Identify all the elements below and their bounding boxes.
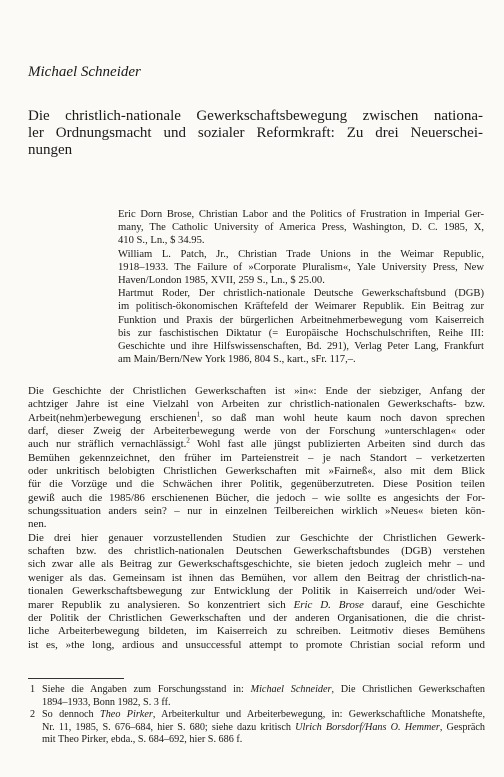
footnote-author: Ulrich Borsdorf/Hans O. Hemmer bbox=[295, 721, 440, 733]
body-text-run: Wohl fast alle jüngst publizierten Arbeiten sind durch das bbox=[189, 438, 485, 451]
book-line: Eric Dorn Brose, Christian Labor and the Politics of Frustration in Imperial Ger- bbox=[118, 209, 484, 220]
book-line: 410 S., Ln., $ 34.95. bbox=[118, 235, 205, 247]
book-line: Hartmut Roder, Der christlich-nationale Deutsche Gewerkschaftsbund (DGB) bbox=[118, 288, 484, 300]
footnote-number: 1 bbox=[30, 684, 36, 695]
author-name: Michael Schneider bbox=[28, 64, 141, 80]
book-line: Haven/London 1985, XVII, 259 S., Ln., $ 25.00. bbox=[118, 275, 325, 287]
footnote-2 bbox=[28, 709, 485, 747]
body-line: für die Vorzüge und die Schwächen ihrer Politik, gegenüberzutreten. Diese Position teilen bbox=[28, 478, 485, 491]
book-line: im politisch-ökonomischen Kräftefeld der Weimarer Republik. Ein Beitrag zur bbox=[118, 301, 484, 313]
footnotes bbox=[28, 684, 485, 747]
body-line: darf, dieser Zweig der Arbeiterbewegung werde von der Forschung »unterschlagen« oder bbox=[28, 425, 485, 438]
body-text bbox=[28, 385, 485, 652]
body-line: gewiß auch die 1985/86 erschienenen Bücher, die jedoch – wie sollte es angesichts der For- bbox=[28, 491, 485, 504]
body-text-run: marer Republik zu analysieren. So konzentriert sich bbox=[28, 598, 286, 611]
book-line: am Main/Bern/New York 1986, 804 S., kart., sFr. 117,–. bbox=[118, 354, 356, 366]
body-line: weniger als das. Gemeinsam ist ihnen das Bemühen, vor allem den Beitrag der christlich-na- bbox=[28, 571, 485, 584]
footnote-line: mit Theo Pirker, ebda., S. 684–692, hier S. 686 f. bbox=[42, 734, 243, 746]
footnote-text-run: Nr. 11, 1985, S. 676–684, hier S. 680; siehe dazu kritisch bbox=[42, 721, 296, 733]
footnote-divider bbox=[28, 678, 124, 679]
footnote-author: Michael Schneider bbox=[250, 684, 332, 695]
body-line bbox=[28, 438, 485, 451]
reviewed-book-brose bbox=[118, 208, 484, 248]
title-line: nungen bbox=[28, 142, 73, 158]
footnote-line bbox=[42, 684, 485, 697]
footnote-author: Theo Pirker bbox=[100, 709, 153, 721]
body-line bbox=[28, 599, 485, 612]
book-line: 1918–1933. The Failure of »Corporate Pluralism«, Yale University Press, New bbox=[118, 261, 484, 273]
article-title bbox=[28, 108, 483, 159]
footnote-text-run: So dennoch bbox=[42, 709, 101, 721]
body-text-run: auch nur sträflich vernachlässigt. bbox=[28, 438, 187, 451]
footnote-line bbox=[42, 709, 485, 722]
body-line: oder unkritisch belobigten Christlichen Gewerkschaften mit »Fairneß«, also mit dem Blick bbox=[28, 465, 485, 478]
body-line: achtziger Jahre ist eine Vielzahl von Arbeiten zur christlich-nationalen Gewerkschafts- bzw. bbox=[28, 398, 485, 411]
book-line: bis zur faschistischen Diktatur (= Europäische Hochschulschriften, Reihe III: bbox=[118, 327, 484, 339]
body-line: sich zwar alle als Beitrag zur Gewerkschaftsgeschichte, sie bieten jedoch zugleich mehr – und bbox=[28, 558, 485, 571]
body-line: Die Geschichte der Christlichen Gewerkschaften ist »in«: Ende der siebziger, Anfang der bbox=[28, 385, 485, 397]
book-line: many, The Catholic University of America Press, Washington, D. C. 1985, X, bbox=[118, 222, 484, 234]
body-line: ist es, »the long, ardious and unsuccessful attempt to promote Christian social reform und bbox=[28, 638, 485, 651]
footnote-ref-1[interactable]: 1 bbox=[196, 410, 201, 419]
author-reference-brose: Eric D. Brose bbox=[293, 598, 364, 611]
footnote-1 bbox=[28, 684, 485, 709]
body-text-run: darauf, eine Geschichte bbox=[363, 598, 485, 611]
footnote-text-run: , Die Christlichen Gewerkschaften bbox=[331, 684, 485, 695]
footnote-number: 2 bbox=[30, 709, 36, 721]
book-line: William L. Patch, Jr., Christian Trade Unions in the Weimar Republic, bbox=[118, 248, 484, 260]
book-line: Geschichte und ihre Hilfswissenschaften, Bd. 291), Verlag Peter Lang, Frankfurt bbox=[118, 341, 484, 353]
body-line: Die drei hier genauer vorzustellenden Studien zur Geschichte der Christlichen Gewerk- bbox=[28, 531, 485, 544]
body-line: schungssituation anders sein? – nur in einzelnen Teilbereichen wirklich »Neues« bieten kön- bbox=[28, 505, 485, 518]
body-text-run: Arbeit(nehm)erbewegung erschienen bbox=[28, 411, 197, 424]
footnote-text-run: , Gespräch bbox=[439, 721, 485, 733]
body-line: tionalen Gewerkschaftsbewegung zur Entwicklung der Politik in Kaiserreich und/oder Wei- bbox=[28, 585, 485, 598]
body-line: Bemühen gekennzeichnet, den früher im Parteienstreit – je nach Standort – verketzerten bbox=[28, 451, 485, 464]
body-text-run: , so daß man wohl heute kaum noch davon sprechen bbox=[200, 411, 485, 424]
footnote-line bbox=[42, 722, 485, 735]
body-line bbox=[28, 412, 485, 425]
title-line: Die christlich-nationale Gewerkschaftsbewegung zwischen nationa- bbox=[28, 108, 483, 124]
reviewed-book-patch bbox=[118, 248, 484, 288]
footnote-ref-2[interactable]: 2 bbox=[186, 436, 190, 445]
reviewed-book-roder bbox=[118, 287, 484, 366]
body-line: liche Arbeiterbewegung bildeten, im Kaiserreich zu schreiben. Leitmotiv dieses Bemühens bbox=[28, 625, 485, 638]
footnote-text-run: , Arbeiterkultur und Arbeiterbewegung, in: Gewerkschaftliche Monatshefte, bbox=[152, 709, 485, 721]
book-line: Funktion und Praxis der bürgerlichen Arbeitnehmerbewegung vom Kaiserreich bbox=[118, 314, 484, 326]
footnote-line: 1894–1933, Bonn 1982, S. 3 ff. bbox=[42, 696, 171, 708]
reviewed-books-list bbox=[118, 208, 484, 366]
footnote-text-run: Siehe die Angaben zum Forschungsstand in: bbox=[42, 684, 251, 695]
title-line: ler Ordnungsmacht und sozialer Reformkraft: Zu drei Neuerschei- bbox=[28, 125, 483, 141]
body-line: der Politik der Christlichen Gewerkschaften und der anderen Organisationen, die die christ- bbox=[28, 611, 485, 624]
body-line: nen. bbox=[28, 518, 47, 531]
body-line: schaften bzw. des christlich-nationalen Deutschen Gewerkschaftsbundes (DGB) verstehen bbox=[28, 545, 485, 558]
